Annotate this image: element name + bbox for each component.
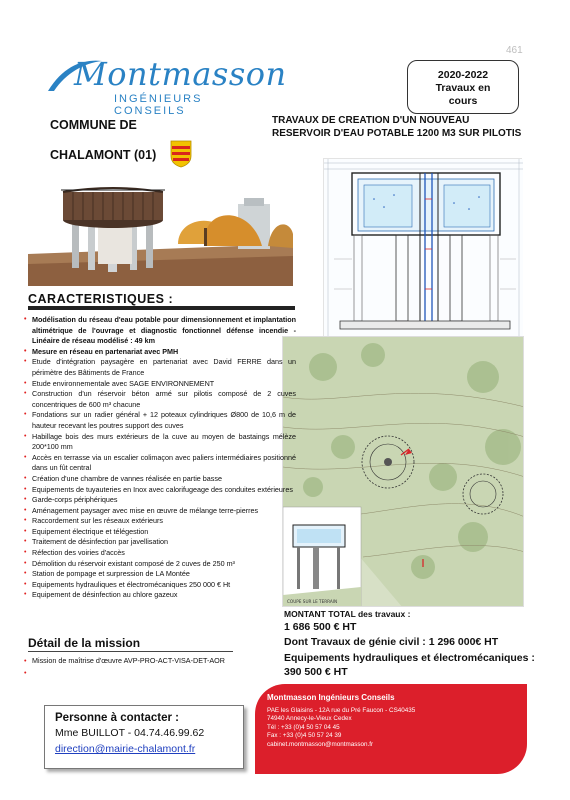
characteristics-title: CARACTERISTIQUES : (28, 292, 174, 306)
list-item: • Démolition du réservoir existant composé de 2 cuves de 250 m³ (24, 559, 296, 570)
contact-name: Mme BUILLOT - 04.74.46.99.62 (55, 727, 205, 739)
project-title: TRAVAUX DE CREATION D'UN NOUVEAU RESERVOIR D'EAU POTABLE 1200 M3 SUR PILOTIS (272, 115, 522, 139)
characteristics-rule (28, 306, 295, 310)
contact-box (44, 705, 244, 769)
status-line-1: Travaux en (435, 82, 491, 94)
section-drawing (323, 158, 522, 336)
list-item: • Etude d'intégration paysagère en partenariat avec David FERRE dans un périmètre des Bâtiments de France (24, 357, 296, 378)
list-item: • Traitement de désinfection par javellisation (24, 537, 296, 548)
reservoir-rendering-image (28, 184, 293, 286)
amount-equipment-label: Equipements hydrauliques et électromécaniques : (284, 652, 535, 664)
characteristics-list (24, 315, 296, 601)
list-item: • Création d'une chambre de vannes réalisée en partie basse (24, 474, 296, 485)
list-item: • Equipements de tuyauteries en Inox avec calorifugeage des conduites extérieures (24, 485, 296, 496)
list-item: • Station de pompage et surpression de LA Montée (24, 569, 296, 580)
contact-title: Personne à contacter : (55, 712, 179, 724)
mission-rule (28, 651, 233, 652)
mission-title: Détail de la mission (28, 636, 141, 650)
status-line-2: cours (448, 95, 478, 107)
mission-list (24, 655, 225, 667)
amount-equipment (284, 651, 544, 679)
logo-wordmark: Montmasson (74, 55, 287, 93)
company-email[interactable]: cabinet.montmasson@montmasson.fr (267, 740, 374, 748)
list-item: • Equipement électrique et télégestion (24, 527, 296, 538)
coat-of-arms-icon (170, 140, 192, 168)
site-plan-image (282, 336, 524, 607)
amount-equipment-value: 390 500 € HT (284, 666, 348, 678)
list-item: • Garde-corps périphériques (24, 495, 296, 506)
commune-label: COMMUNE DE (50, 118, 137, 132)
company-logo (44, 55, 287, 117)
company-address-2: 74940 Annecy-le-Vieux Cedex (267, 715, 352, 723)
list-item: • Mission de maîtrise d'œuvre AVP-PRO-ACT-VISA-DET-AOR (24, 655, 225, 667)
list-item: • Réfection des voiries d'accès (24, 548, 296, 559)
company-name: Montmasson Ingénieurs Conseils (267, 693, 395, 702)
list-item: • Aménagement paysager avec mise en œuvre de mélange terre-pierres (24, 506, 296, 517)
list-item: • Fondations sur un radier général + 12 poteaux cylindriques Ø800 de 10,6 m de hauteur recevant les poutres support des cuves (24, 410, 296, 431)
list-item: • Accès en terrasse via un escalier colimaçon avec paliers intermédiaires positionné dans un fût central (24, 453, 296, 474)
logo-subtitle: INGÉNIEURS CONSEILS (114, 93, 203, 117)
status-years: 2020-2022 (437, 69, 489, 81)
list-item: • Habillage bois des murs extérieurs de la cuve au moyen de bastaings mélèze 200*100 mm (24, 432, 296, 453)
list-item: • Equipements hydrauliques et électromécaniques 250 000 € Ht (24, 580, 296, 591)
company-address-1: PAE les Glaisins - 12A rue du Pré Faucon - CS40435 (267, 707, 416, 714)
page-number: 461 (506, 45, 523, 56)
section-caption: COUPE SUR LE TERRAIN (287, 599, 338, 604)
amount-civil-works: Dont Travaux de génie civil : 1 296 000€ HT (284, 636, 499, 648)
contact-email-link[interactable]: direction@mairie-chalamont.fr (55, 743, 196, 755)
company-fax: Fax : +33 (0)4 50 57 24 39 (267, 732, 342, 740)
list-item: • Etude environnementale avec SAGE ENVIRONNEMENT (24, 379, 296, 390)
project-status-box (407, 60, 519, 114)
company-info-box (255, 684, 527, 774)
list-item: • Modélisation du réseau d'eau potable pour dimensionnement et implantation altimétrique de l'ouvrage et diagnostic fonctionnel défense incendie - Linéaire de réseau modélisé : 49 km (24, 315, 296, 347)
amount-total-value: 1 686 500 € HT (284, 621, 357, 633)
list-item: • Equipement de désinfection au chlore gazeux (24, 590, 296, 601)
amount-total-label: MONTANT TOTAL des travaux : (284, 609, 411, 619)
list-item: • Mesure en réseau en partenariat avec PMH (24, 347, 296, 358)
list-item: • Raccordement sur les réseaux extérieurs (24, 516, 296, 527)
list-item: • Construction d'un réservoir béton armé sur pilotis composé de 2 cuves concentriques de 600 m³ chacune (24, 389, 296, 410)
town-name: CHALAMONT (01) (50, 148, 157, 162)
company-phone: Tél : +33 (0)4 50 57 04 45 (267, 723, 340, 731)
